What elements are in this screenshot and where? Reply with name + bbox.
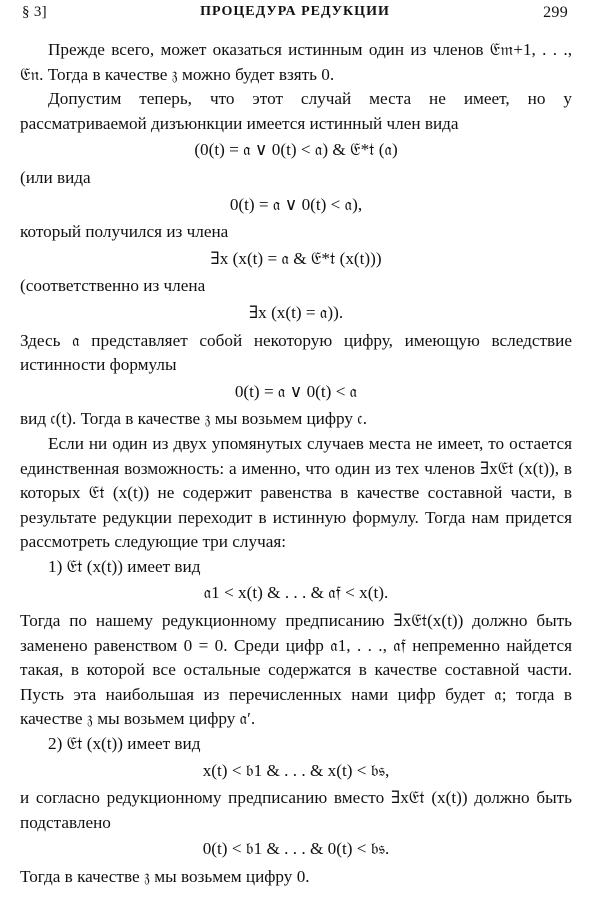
paragraph-11: Тогда в качестве 𝔷 мы возьмем цифру 0.: [20, 867, 310, 886]
formula-6: 𝔞1 < x(t) & . . . & 𝔞𝔣 < x(t).: [203, 583, 389, 603]
page-body: [20, 38, 572, 890]
paragraph-1: Прежде всего, может оказаться истинным один из членов 𝔈𝔪+1, . . ., 𝔈𝔫. Тогда в качестве 𝔷 можно будет взять 0.: [20, 40, 572, 84]
formula-1: (0(t) = 𝔞 ∨ 0(t) < 𝔞) & 𝔈*𝔱 (𝔞): [194, 140, 398, 160]
paragraph-7: вид 𝔠(t). Тогда в качестве 𝔷 мы возьмем цифру 𝔠.: [20, 409, 367, 429]
case-2-heading: 2) 𝔈𝔱 (x(t)) имеет вид: [48, 734, 201, 754]
paragraph-2: Допустим теперь, что этот случай места не имеет, но у рассматриваемой дизъюнкции имеется истинный член вида: [20, 89, 572, 133]
formula-2: 0(t) = 𝔞 ∨ 0(t) < 𝔞),: [229, 194, 363, 214]
formula-4: ∃x (x(t) = 𝔞)).: [248, 302, 344, 322]
formula-8: 0(t) < 𝔟1 & . . . & 0(t) < 𝔟𝔰.: [202, 839, 390, 859]
paragraph-6: Здесь 𝔞 представляет собой некоторую цифру, имеющую вследствие истинности формулы: [20, 330, 572, 375]
paragraph-3: (или вида: [20, 167, 91, 187]
formula-5: 0(t) = 𝔞 ∨ 0(t) < 𝔞: [234, 381, 358, 401]
case-1-heading: 1) 𝔈𝔱 (x(t)) имеет вид: [48, 556, 201, 576]
paragraph-10: и согласно редукционному предписанию вместо ∃x𝔈𝔱 (x(t)) должно быть подставлено: [20, 788, 572, 832]
formula-7: x(t) < 𝔟1 & . . . & x(t) < 𝔟𝔰,: [202, 760, 390, 780]
formula-3: ∃x (x(t) = 𝔞 & 𝔈*𝔱 (x(t))): [210, 248, 382, 268]
paragraph-5: (соответственно из члена: [20, 276, 206, 296]
paragraph-9: Тогда по нашему редукционному предписанию ∃x𝔈𝔱(x(t)) должно быть заменено равенством 0 = 0. Среди цифр 𝔞1, . . ., 𝔞𝔣 непременно найдется такая, в которой все остальные содержатся в качестве составной части. Пусть эта наибольшая из перечисленных нами цифр будет 𝔞; тогда в качестве 𝔷 мы возьмем цифру 𝔞′.: [20, 611, 572, 729]
section-marker: § 3]: [22, 4, 47, 20]
running-title: ПРОЦЕДУРА РЕДУКЦИИ: [200, 4, 390, 19]
paragraph-8: Если ни один из двух упомянутых случаев места не имеет, то остается единственная возможность: а именно, что один из тех членов ∃x𝔈𝔱 (x(t)), в которых 𝔈𝔱 (x(t)) не содержит равенства в качестве составной части, в результате редукции переходит в истинную формулу. Тогда нам придется рассмотреть следующие три случая:: [20, 433, 572, 552]
paragraph-4: который получился из члена: [20, 222, 229, 242]
page-number: 299: [543, 4, 568, 21]
